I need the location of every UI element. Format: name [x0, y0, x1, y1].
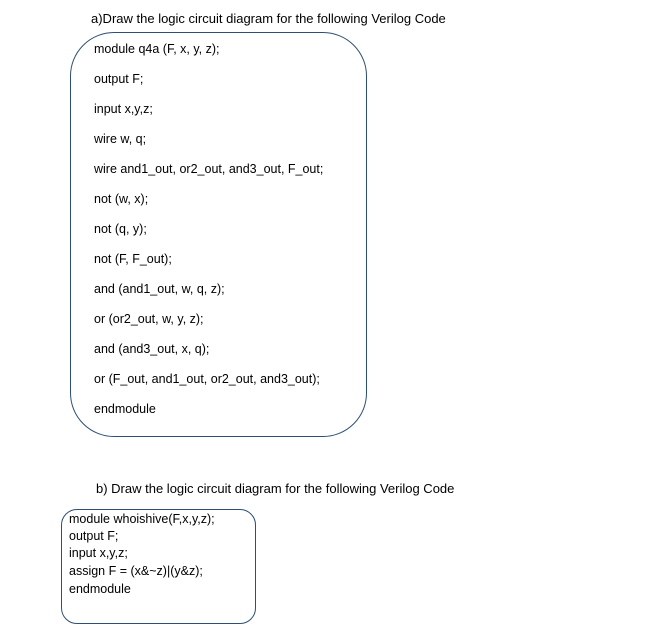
- code-line: and (and1_out, w, q, z);: [94, 282, 225, 296]
- code-line: module whoishive(F,x,y,z);: [69, 512, 215, 526]
- code-line: wire w, q;: [94, 132, 147, 146]
- code-line: endmodule: [69, 582, 131, 596]
- code-line: not (q, y);: [94, 222, 147, 236]
- code-line: endmodule: [94, 402, 156, 416]
- code-line: not (F, F_out);: [94, 252, 172, 266]
- code-line: or (or2_out, w, y, z);: [94, 312, 204, 326]
- code-line: or (F_out, and1_out, or2_out, and3_out);: [94, 372, 320, 386]
- part-a-heading: a)Draw the logic circuit diagram for the following Verilog Code: [91, 11, 446, 26]
- code-line: and (and3_out, x, q);: [94, 342, 210, 356]
- code-line: output F;: [69, 529, 119, 543]
- code-line: input x,y,z;: [69, 546, 128, 560]
- code-line: assign F = (x&~z)|(y&z);: [69, 564, 203, 578]
- code-line: wire and1_out, or2_out, and3_out, F_out;: [94, 162, 324, 176]
- part-b-heading: b) Draw the logic circuit diagram for the following Verilog Code: [96, 481, 455, 496]
- code-line: output F;: [94, 72, 144, 86]
- code-line: input x,y,z;: [94, 102, 153, 116]
- code-line: not (w, x);: [94, 192, 149, 206]
- code-line: module q4a (F, x, y, z);: [94, 42, 220, 56]
